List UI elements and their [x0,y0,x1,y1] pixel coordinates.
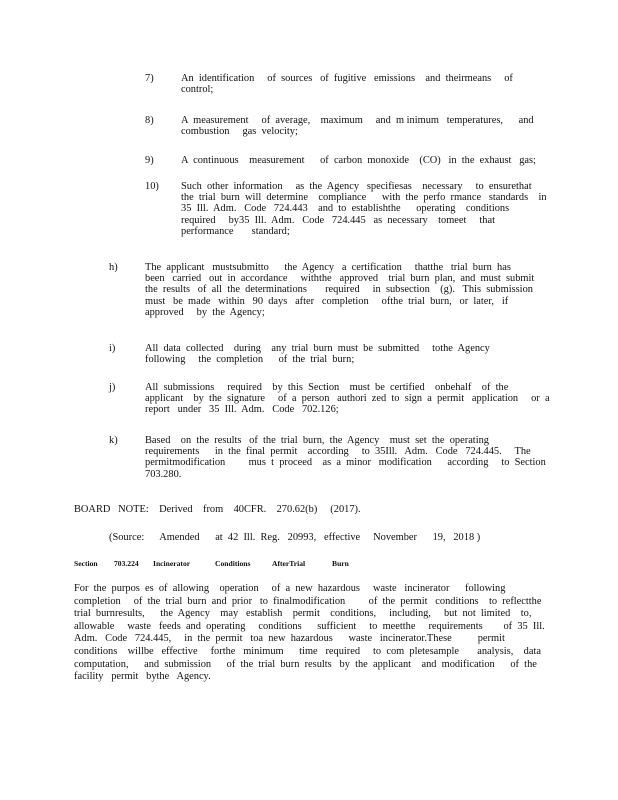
source-note: (Source: Amended at 42 Ill. Reg. 20993, effective November 19, 2018 ) [109,532,481,543]
item-line: A measurement of average, maximum and m inimum temperatures, and [181,115,534,126]
paragraph-line: facility permit bythe Agency. [74,671,211,683]
item-text [145,262,545,318]
paragraph-line: conditions willbe effective forthe minimum time required to com pletesample analysis, data [74,645,541,657]
section-title-word: Burn [332,559,349,568]
item-number: 9) [145,155,154,166]
item-number: i) [109,343,116,354]
item-line: the trial burn will determine compliance with the perfo rmance standards in [181,192,547,204]
item-line: permitmodification mus t proceed as a minor modification according to Section [145,457,546,469]
paragraph-line: computation, and submission of the trial burn results by the applicant and modification of the [74,658,537,670]
item-text [181,115,561,137]
item-line: approved by the Agency; [145,306,265,318]
item-line: control; [181,84,214,96]
item-line: performance standard; [181,225,290,237]
section-title-word: AfterTrial [272,559,306,568]
paragraph-line: allowable waste feeds and operating conditions sufficient to meetthe requirements of 35 Ill. [74,620,545,632]
item-line: Based on the results of the trial burn, the Agency must set the operating [145,435,489,446]
item-number: j) [109,382,116,393]
item-text [145,343,545,365]
board-note: BOARD NOTE: Derived from 40CFR. 270.62(b) (2017). [74,504,361,515]
item-line: 35 Ill. Adm. Code 724.443 and to establishthe operating conditions [181,203,510,215]
item-line: the results of all the determinations required in subsection (g). This submission [145,284,533,296]
item-line: requirements in the final permit according to 35Ill. Adm. Code 724.445. The [145,446,531,458]
item-text [181,181,581,237]
section-label: Section [74,559,98,568]
item-number: 10) [145,181,159,192]
paragraph-line: completion of the trial burn and prior to finalmodification of the permit conditions to reflectthe [74,595,542,607]
item-number: h) [109,262,118,273]
item-line: combustion gas velocity; [181,126,298,138]
paragraph-line: Adm. Code 724.445, in the permit toa new hazardous waste incinerator.These permit [74,633,505,645]
item-line: All data collected during any trial burn must be submitted tothe Agency [145,343,490,354]
item-line: report under 35 Ill. Adm. Code 702.126; [145,404,339,416]
item-text [145,435,545,480]
item-number: 7) [145,73,154,84]
item-line: must be made within 90 days after completion ofthe trial burn, or later, if [145,295,509,307]
section-number: 703.224 [114,559,139,568]
item-line: following the completion of the trial burn; [145,354,355,366]
item-line: A continuous measurement of carbon monoxide (CO) in the exhaust gas; [181,155,536,166]
item-text [181,155,571,166]
item-line: All submissions required by this Section must be certified onbehalf of the [145,382,509,393]
item-line: required by35 Ill. Adm. Code 724.445 as necessary tomeet that [181,214,495,226]
body-paragraph [74,583,544,684]
item-line: Such other information as the Agency specifiesas necessary to ensurethat [181,181,532,192]
item-line: 703.280. [145,468,182,480]
item-line: An identification of sources of fugitive emissions and theirmeans of [181,73,513,84]
section-title-word: Conditions [215,559,251,568]
section-title-word: Incinerator [153,559,191,568]
item-text [181,73,561,95]
paragraph-line: For the purpos es of allowing operation of a new hazardous waste incinerator following [74,583,506,594]
item-line: been carried out in accordance withthe approved trial burn plan, and must submit [145,273,535,285]
item-line: The applicant mustsubmitto the Agency a certification thatthe trial burn has [145,262,511,273]
item-number: k) [109,435,118,446]
item-line: applicant by the signature of a person authori zed to sign a permit application or a [145,393,550,405]
item-number: 8) [145,115,154,126]
item-text [145,382,565,416]
paragraph-line: trial burnresults, the Agency may establish permit conditions, including, but not limited to, [74,608,532,620]
